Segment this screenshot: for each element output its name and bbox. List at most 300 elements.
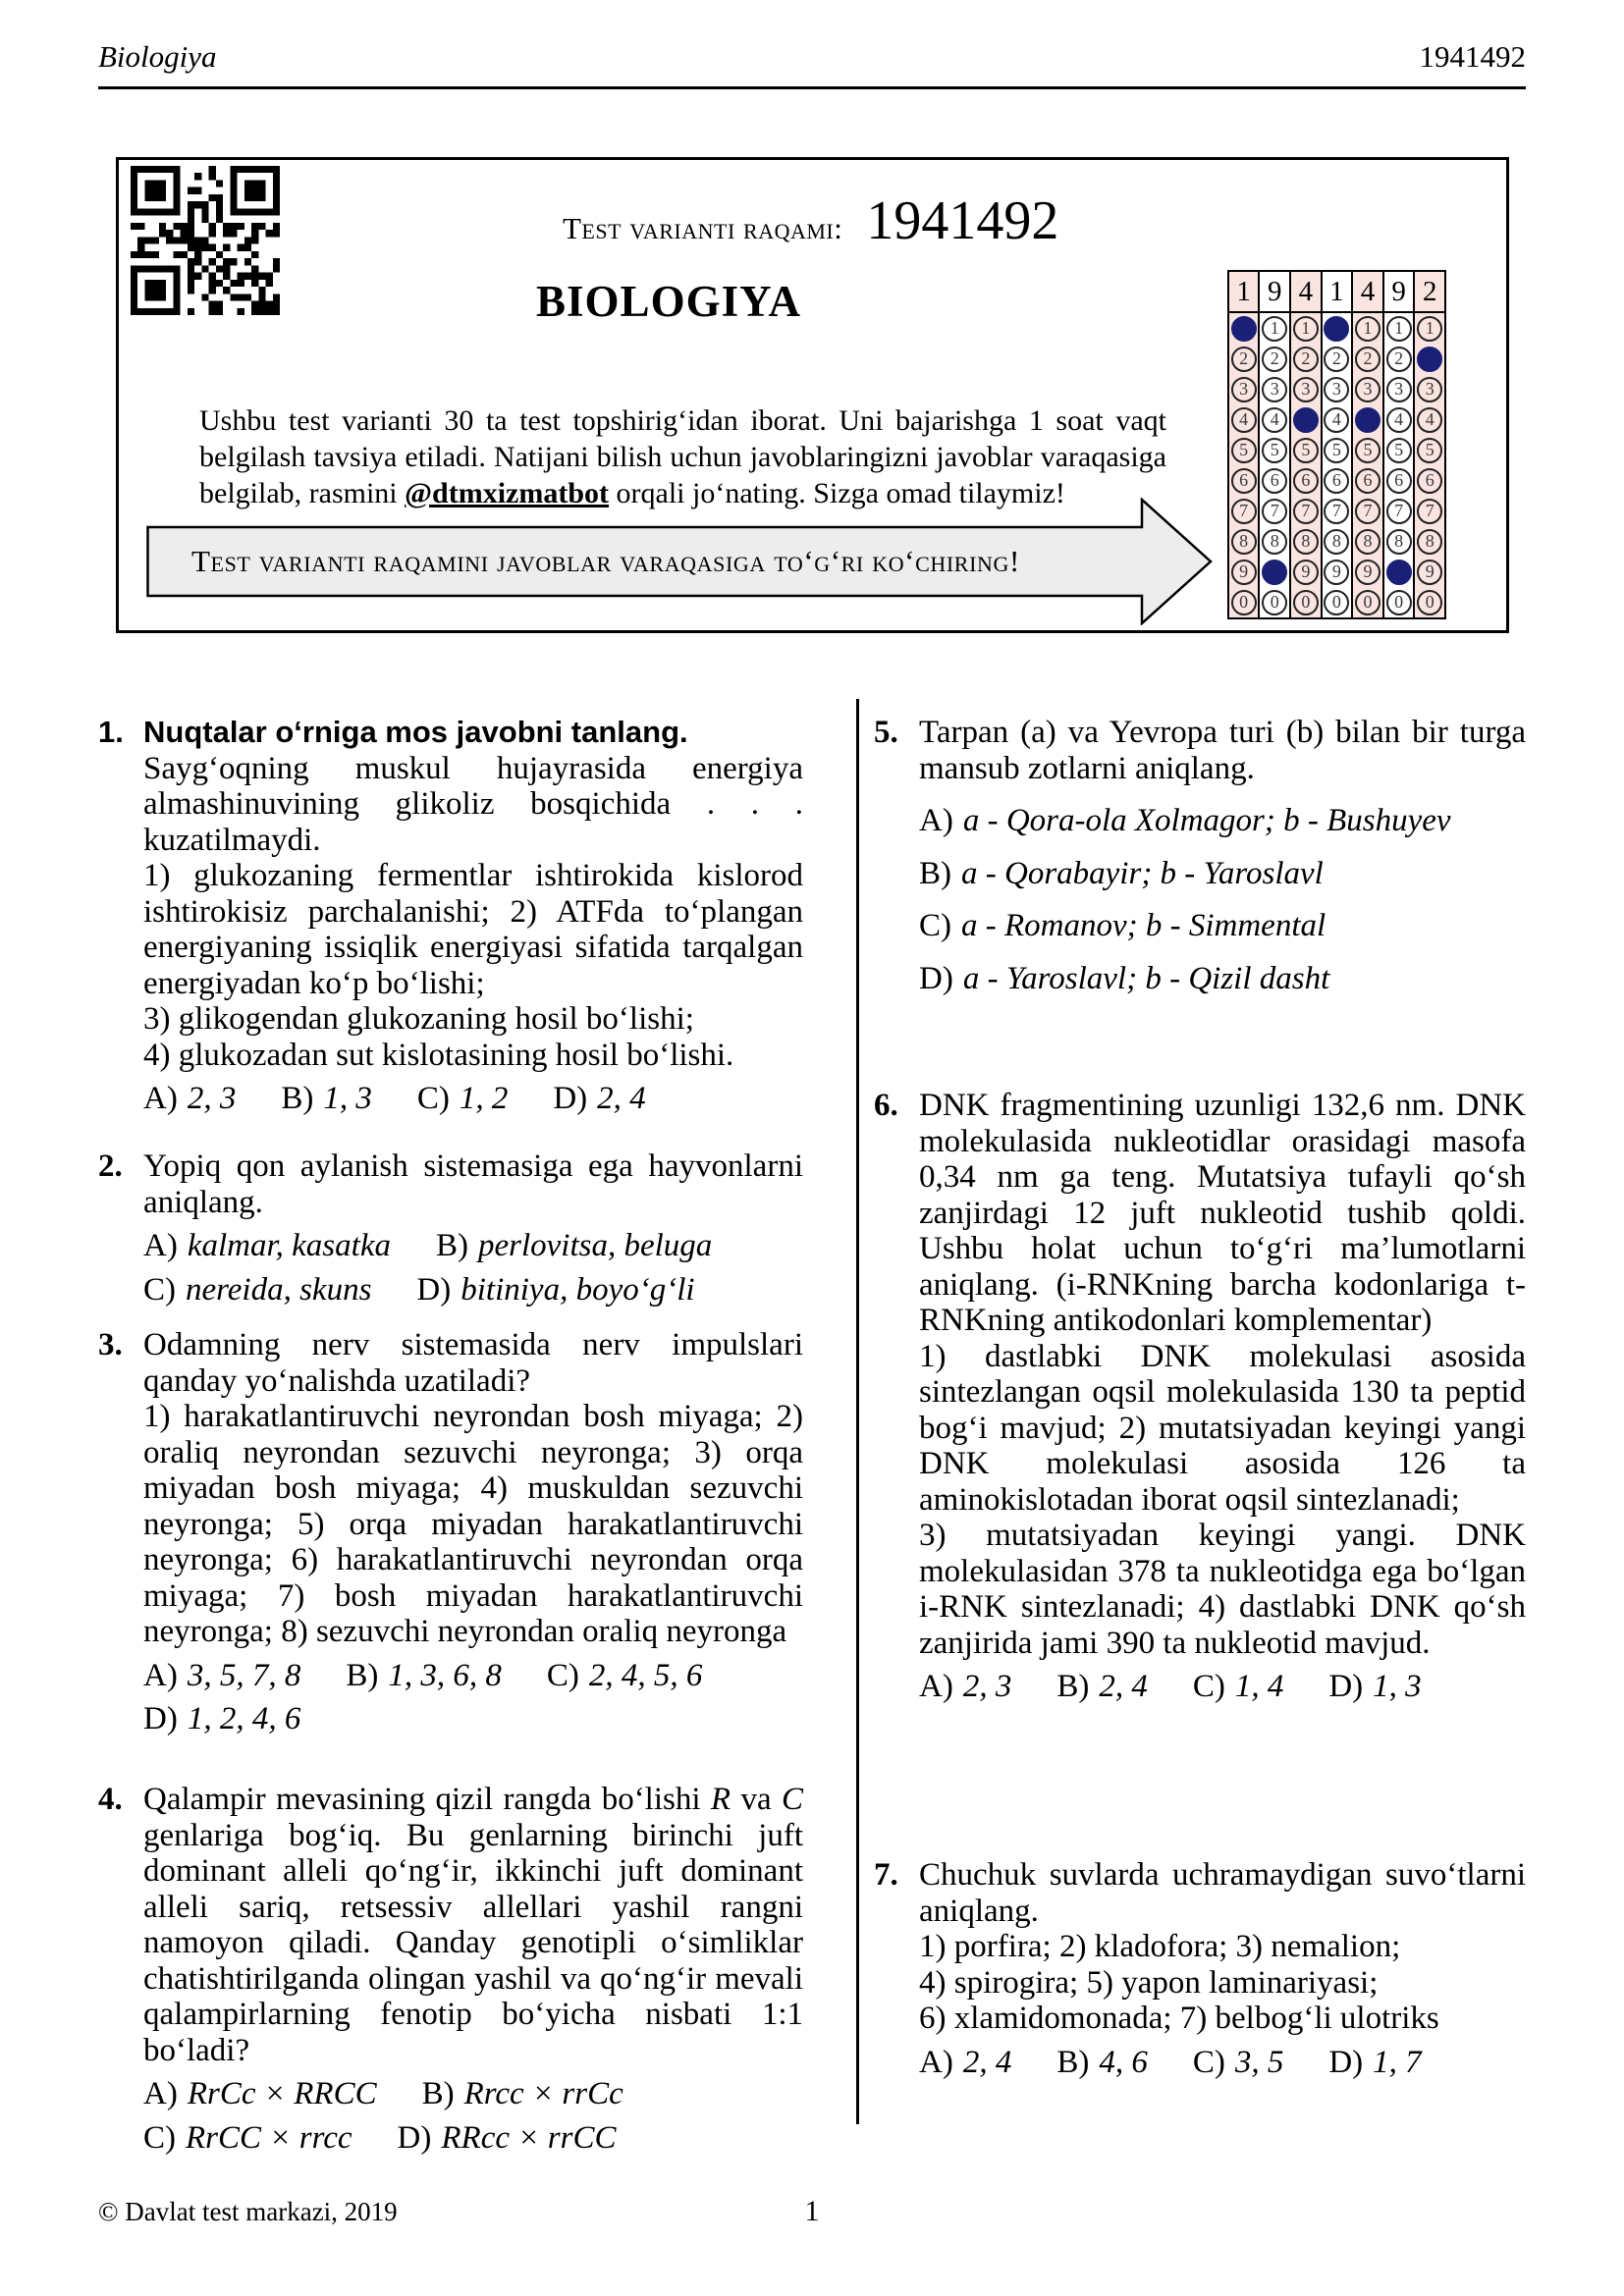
option-label: A) (143, 1657, 178, 1693)
bubble-empty: 5 (1386, 438, 1412, 463)
option-B (1056, 1669, 1148, 1705)
option-value: 2, 4 (1099, 1669, 1148, 1704)
grid-cell (1415, 465, 1444, 496)
bubble-empty: 0 (1293, 590, 1319, 615)
option-B (422, 2076, 623, 2112)
gene-symbol: R (710, 1782, 731, 1817)
options-row (143, 1228, 803, 1264)
variant-label: Test varianti raqami: (563, 211, 843, 245)
option-value: perlovitsa, beluga (477, 1228, 713, 1263)
header-rule (98, 86, 1526, 89)
bubble-empty: 9 (1231, 560, 1257, 585)
option-value: nereida, skuns (186, 1271, 372, 1308)
question-6 (874, 1088, 1526, 1705)
grid-column-2 (1260, 272, 1291, 617)
option-value: Rrcc × rrCc (463, 2076, 623, 2111)
bubble-empty: 8 (1262, 529, 1287, 555)
grid-cell (1260, 374, 1289, 404)
bubble-empty: 4 (1231, 407, 1257, 433)
option-value: 1, 7 (1373, 2044, 1422, 2080)
bubble-empty: 6 (1231, 468, 1257, 494)
option-A (143, 1228, 391, 1264)
question-5 (874, 715, 1526, 996)
grid-cell (1415, 435, 1444, 465)
option-B (1056, 2045, 1148, 2081)
question-paragraph: DNK fragmentining uzunligi 132,6 nm. DNK molekulasida nukleotidlar orasidagi masofa 0,34 nm ga teng. Mutatsiya tufayli qo‘sh zanjirdagi 12 juft nukleotid tushib qoldi. Ushbu holat uchun to‘g‘ri ma’lumotlarni aniqlang. (i-RNKning barcha kodonlariga t-RNKning antikodonlari komplementar) (919, 1088, 1526, 1338)
option-label: D) (553, 1081, 588, 1116)
question-paragraph: 3) mutatsiyadan keyingi yangi. DNK molekulasidan 378 ta nukleotidga ega bo‘lgan i-RNK sintezlanadi; 4) dastlabki DNK qo‘sh zanjirida jami 390 ta nukleotid mavjud. (919, 1518, 1526, 1661)
bubble-empty: 5 (1324, 438, 1349, 463)
option-label: B) (1056, 1669, 1090, 1704)
option-C (919, 908, 1326, 944)
questions-column-left (98, 687, 803, 2189)
option-A (143, 1081, 236, 1117)
option-A (143, 1658, 300, 1694)
grid-cell (1384, 557, 1414, 587)
grid-cell (1260, 587, 1289, 617)
question-1 (98, 715, 803, 1117)
grid-cell (1291, 587, 1321, 617)
question-body (143, 1327, 803, 1737)
option-label: A) (919, 1669, 953, 1704)
grid-column-1 (1229, 272, 1261, 617)
page-header-variant: 1941492 (1419, 39, 1526, 74)
option-D (1328, 1669, 1421, 1705)
grid-cell (1229, 404, 1259, 435)
bubble-filled (1355, 407, 1380, 433)
arrow-banner (146, 498, 1213, 625)
bubble-empty: 8 (1355, 529, 1380, 555)
option-D (143, 1701, 300, 1737)
grid-cell (1384, 587, 1414, 617)
question-paragraph: 3) glikogendan glukozaning hosil bo‘lishi; (143, 1001, 694, 1037)
option-value: a - Yaroslavl; b - Qizil dasht (962, 960, 1330, 996)
question-number: 3. (98, 1327, 123, 1362)
bubble-empty: 2 (1293, 347, 1319, 372)
option-value: 2, 3 (962, 1669, 1012, 1704)
grid-cell (1384, 496, 1414, 526)
question-number: 6. (874, 1088, 898, 1123)
option-D (919, 961, 1329, 997)
option-label: C) (546, 1657, 579, 1693)
grid-cell (1353, 557, 1382, 587)
grid-cell (1260, 557, 1289, 587)
bubble-empty: 6 (1324, 468, 1349, 494)
option-D (398, 2120, 617, 2157)
grid-column-7 (1415, 272, 1444, 617)
question-number: 5. (874, 715, 898, 750)
option-value: 1, 3, 6, 8 (388, 1657, 502, 1693)
option-A (919, 2045, 1011, 2081)
question-text: Qalampir mevasining qizil rangda bo‘lishi (143, 1782, 711, 1817)
question-2 (98, 1148, 803, 1308)
bubble-empty: 0 (1262, 590, 1287, 615)
grid-cell (1260, 344, 1289, 374)
question-paragraph: 1) glukozaning fermentlar ishtirokida kislorod ishtirokisiz parchalanishi; 2) ATFda to‘plangan energiyaning issiqlik energiyasi sifatida tarqalgan energiyadan ko‘p bo‘lishi; (143, 858, 803, 1001)
bubble-empty: 4 (1386, 407, 1412, 433)
option-label: D) (143, 1701, 178, 1736)
bubble-empty: 2 (1355, 347, 1380, 372)
option-value: RrCc × RRCC (187, 2076, 377, 2111)
option-label: D) (919, 960, 953, 996)
option-label: C) (143, 2119, 176, 2156)
bubble-empty: 7 (1417, 499, 1442, 524)
question-body (143, 715, 803, 1117)
bubble-empty: 0 (1324, 590, 1349, 615)
grid-header-digit: 9 (1260, 272, 1289, 313)
instructions-paragraph (199, 402, 1166, 511)
grid-cell (1415, 557, 1444, 587)
option-label: A) (143, 1228, 178, 1263)
grid-header-digit: 9 (1384, 272, 1414, 313)
grid-cell (1415, 404, 1444, 435)
option-label: C) (919, 908, 951, 943)
subject-title: BIOLOGIYA (536, 277, 801, 326)
grid-cell (1260, 404, 1289, 435)
option-D (553, 1081, 645, 1117)
option-A (919, 803, 1451, 839)
bubble-empty: 9 (1417, 560, 1442, 585)
question-text: va (731, 1782, 782, 1817)
bubble-empty: 7 (1293, 499, 1319, 524)
bubble-empty: 9 (1293, 560, 1319, 585)
bubble-empty: 8 (1417, 529, 1442, 555)
grid-column-6 (1384, 272, 1416, 617)
options-row (919, 961, 1526, 997)
option-label: D) (397, 2119, 432, 2156)
option-label: B) (346, 1657, 379, 1693)
bubble-empty: 7 (1231, 499, 1257, 524)
question-paragraph: Tarpan (a) va Yevropa turi (b) bilan bir turga mansub zotlarni aniqlang. (919, 715, 1526, 786)
option-label: C) (1192, 1669, 1225, 1704)
questions-area (0, 687, 1624, 2189)
grid-cell (1384, 313, 1414, 344)
grid-cell (1323, 313, 1352, 344)
info-box (116, 157, 1509, 633)
footer-copyright: © Davlat test markazi, 2019 (98, 2197, 398, 2226)
option-value: 1, 2 (459, 1081, 509, 1116)
option-label: D) (1328, 2044, 1364, 2080)
grid-cell (1353, 374, 1382, 404)
bubble-empty: 5 (1293, 438, 1319, 463)
option-label: D) (416, 1271, 452, 1308)
option-label: A) (143, 1081, 178, 1116)
bubble-empty: 1 (1262, 316, 1287, 342)
question-paragraph: 6) xlamidomonada; 7) belbog‘li ulotriks (919, 2001, 1439, 2036)
option-label: B) (435, 1228, 468, 1263)
variant-line (563, 189, 1058, 252)
option-label: B) (919, 855, 951, 891)
option-label: B) (281, 1081, 314, 1116)
grid-cell (1291, 526, 1321, 557)
grid-cell (1323, 557, 1352, 587)
option-value: 3, 5, 7, 8 (187, 1657, 301, 1693)
option-label: C) (143, 1271, 176, 1308)
gene-symbol: C (781, 1782, 803, 1817)
option-value: kalmar, kasatka (187, 1228, 391, 1263)
options-row (143, 1658, 803, 1694)
bubble-empty: 3 (1262, 377, 1287, 402)
grid-cell (1353, 465, 1382, 496)
grid-cell (1353, 496, 1382, 526)
grid-cell (1291, 557, 1321, 587)
bubble-empty: 3 (1324, 377, 1349, 402)
option-C (1193, 2045, 1284, 2081)
option-label: D) (1328, 1669, 1364, 1704)
grid-cell (1353, 313, 1382, 344)
bubble-empty: 3 (1293, 377, 1319, 402)
grid-cell (1229, 374, 1259, 404)
questions-column-right (874, 687, 1526, 2189)
bubble-empty: 3 (1231, 377, 1257, 402)
grid-cell (1229, 465, 1259, 496)
question-paragraph: 1) porfira; 2) kladofora; 3) nemalion; (919, 1929, 1401, 1964)
bubble-filled (1417, 347, 1442, 372)
option-C (1193, 1669, 1284, 1705)
grid-cell (1229, 435, 1259, 465)
bubble-empty: 7 (1262, 499, 1287, 524)
grid-cell (1323, 465, 1352, 496)
grid-cell (1260, 313, 1289, 344)
grid-cell (1229, 344, 1259, 374)
question-text: genlariga bog‘iq. Bu genlarning birinchi juft dominant alleli qo‘ng‘ir, ikkinchi juft dominant alleli sariq, retsessiv allellari yashil rangni namoyon qiladi. Qanday genotipli o‘simliklar chatishtirilganda olingan yashil va qo‘ng‘ir mevali qalampirlarning fenotip bo‘yicha nisbati 1:1 bo‘ladi? (143, 1817, 803, 2068)
grid-cell (1384, 404, 1414, 435)
grid-cell (1323, 435, 1352, 465)
bubble-filled (1386, 560, 1412, 585)
question-3 (98, 1327, 803, 1737)
bubble-empty: 3 (1355, 377, 1380, 402)
answer-grid (1227, 270, 1446, 619)
footer-page-number: 1 (804, 2195, 820, 2227)
option-B (436, 1228, 712, 1264)
question-paragraph: 4) glukozadan sut kislotasining hosil bo‘lishi. (143, 1037, 734, 1073)
grid-cell (1291, 374, 1321, 404)
options-row (143, 2120, 803, 2157)
question-body (919, 1088, 1526, 1705)
option-value: a - Romanov; b - Simmental (961, 908, 1326, 943)
grid-cell (1323, 374, 1352, 404)
option-label: A) (919, 2044, 953, 2080)
bubble-empty: 5 (1231, 438, 1257, 463)
grid-cell (1229, 313, 1259, 344)
question-paragraph: Yopiq qon aylanish sistemasiga ega hayvonlarni aniqlang. (143, 1148, 803, 1220)
bubble-empty: 2 (1324, 347, 1349, 372)
bubble-empty: 6 (1386, 468, 1412, 494)
grid-cell (1415, 374, 1444, 404)
grid-cell (1229, 526, 1259, 557)
question-paragraph: Odamning nerv sistemasida nerv impulslari qanday yo‘nalishda uzatiladi? (143, 1327, 803, 1399)
grid-cell (1415, 526, 1444, 557)
bubble-empty: 6 (1293, 468, 1319, 494)
options-row (143, 2076, 803, 2112)
grid-header-digit: 1 (1229, 272, 1259, 313)
bubble-empty: 0 (1386, 590, 1412, 615)
column-divider (856, 699, 859, 2124)
bubble-empty: 8 (1386, 529, 1412, 555)
grid-cell (1260, 526, 1289, 557)
bubble-empty: 2 (1386, 347, 1412, 372)
option-D (416, 1272, 694, 1308)
option-C (417, 1081, 509, 1117)
grid-cell (1291, 465, 1321, 496)
option-C (143, 2120, 352, 2157)
options-row (143, 1272, 803, 1308)
question-body (143, 1148, 803, 1308)
options-row (919, 803, 1526, 839)
option-label: C) (416, 1081, 450, 1116)
bubble-empty: 4 (1417, 407, 1442, 433)
grid-cell (1384, 435, 1414, 465)
grid-cell (1260, 435, 1289, 465)
grid-column-5 (1353, 272, 1384, 617)
bubble-empty: 7 (1386, 499, 1412, 524)
bubble-empty: 0 (1417, 590, 1442, 615)
grid-cell (1353, 404, 1382, 435)
option-A (919, 1669, 1011, 1705)
option-label: A) (919, 803, 953, 838)
grid-cell (1384, 526, 1414, 557)
options-row (919, 1669, 1526, 1705)
grid-header-digit: 4 (1353, 272, 1382, 313)
option-value: 2, 4, 5, 6 (588, 1657, 703, 1693)
question-number: 2. (98, 1148, 123, 1184)
bubble-filled (1293, 407, 1319, 433)
bubble-empty: 4 (1324, 407, 1349, 433)
options-row (143, 1701, 803, 1737)
question-number: 7. (874, 1857, 898, 1893)
bubble-empty: 7 (1324, 499, 1349, 524)
instructions-text-after: orqali jo‘nating. Sizga omad tilaymiz! (609, 477, 1065, 509)
grid-cell (1291, 496, 1321, 526)
grid-header-digit: 2 (1415, 272, 1444, 313)
option-value: 2, 3 (187, 1081, 237, 1116)
option-value: bitiniya, boyo‘g‘li (460, 1271, 695, 1308)
grid-cell (1353, 344, 1382, 374)
grid-cell (1291, 313, 1321, 344)
option-C (143, 1272, 371, 1308)
question-paragraph: 1) harakatlantiruvchi neyrondan bosh miyaga; 2) oraliq neyrondan sezuvchi neyronga; 3) orqa miyadan bosh miyaga; 4) muskuldan sezuvchi neyronga; 5) orqa miyadan harakatlantiruvchi neyronga; 6) harakatlantiruvchi neyrondan orqa miyaga; 7) bosh miyadan harakatlantiruvchi neyronga; 8) sezuvchi neyrondan oraliq neyronga (143, 1399, 803, 1649)
grid-cell (1353, 526, 1382, 557)
option-value: 4, 6 (1099, 2044, 1148, 2080)
grid-cell (1229, 587, 1259, 617)
bubble-empty: 8 (1324, 529, 1349, 555)
instructions-text: Ushbu test varianti 30 ta test topshirig‘idan iborat. Uni bajarishga 1 soat vaqt belgilash tavsiya etiladi. Natijani bilish uchun javoblaringizni javoblar varaqasiga belgilab, rasmini (199, 404, 1166, 509)
grid-cell (1415, 496, 1444, 526)
bubble-empty: 5 (1262, 438, 1287, 463)
option-value: a - Qorabayir; b - Yaroslavl (961, 855, 1324, 891)
bubble-empty: 9 (1324, 560, 1349, 585)
option-value: RRcc × rrCC (441, 2119, 617, 2156)
question-7 (874, 1857, 1526, 2080)
arrow-banner-text: Test varianti raqamini javoblar varaqasiga to‘g‘ri ko‘chiring! (191, 544, 1020, 578)
grid-cell (1353, 587, 1382, 617)
grid-cell (1291, 435, 1321, 465)
question-body (143, 1782, 803, 2156)
option-value: 3, 5 (1234, 2044, 1284, 2080)
bubble-filled (1231, 316, 1257, 342)
bubble-empty: 2 (1231, 347, 1257, 372)
bubble-empty: 0 (1355, 590, 1380, 615)
grid-cell (1323, 404, 1352, 435)
bubble-empty: 9 (1355, 560, 1380, 585)
bubble-empty: 6 (1417, 468, 1442, 494)
grid-cell (1260, 496, 1289, 526)
grid-cell (1415, 587, 1444, 617)
question-body (919, 715, 1526, 996)
bubble-filled (1262, 560, 1287, 585)
option-value: 1, 3 (1373, 1669, 1422, 1704)
option-D (1328, 2045, 1421, 2081)
option-label: B) (1056, 2044, 1090, 2080)
telegram-bot-handle: @dtmxizmatbot (405, 477, 610, 509)
grid-cell (1291, 344, 1321, 374)
question-paragraph: Sayg‘oqning muskul hujayrasida energiya almashinuvining glikoliz bosqichida . . . kuzatilmaydi. (143, 750, 803, 858)
grid-header-digit: 4 (1291, 272, 1321, 313)
bubble-empty: 3 (1417, 377, 1442, 402)
grid-cell (1415, 344, 1444, 374)
options-row (143, 1081, 803, 1117)
bubble-empty: 4 (1262, 407, 1287, 433)
option-value: 1, 2, 4, 6 (187, 1701, 301, 1736)
grid-cell (1384, 374, 1414, 404)
bubble-empty: 1 (1293, 316, 1319, 342)
bubble-empty: 1 (1386, 316, 1412, 342)
bubble-empty: 1 (1355, 316, 1380, 342)
bubble-empty: 8 (1293, 529, 1319, 555)
grid-header-digit: 1 (1323, 272, 1352, 313)
option-label: B) (421, 2076, 455, 2111)
options-row (919, 856, 1526, 892)
option-value: RrCC × rrcc (186, 2119, 352, 2156)
grid-cell (1229, 557, 1259, 587)
option-B (346, 1658, 502, 1694)
bubble-empty: 1 (1417, 316, 1442, 342)
grid-column-4 (1323, 272, 1354, 617)
bubble-filled (1324, 316, 1349, 342)
grid-cell (1415, 313, 1444, 344)
grid-cell (1229, 496, 1259, 526)
question-body (919, 1857, 1526, 2080)
option-value: 2, 4 (597, 1081, 646, 1116)
bubble-empty: 7 (1355, 499, 1380, 524)
option-label: A) (143, 2076, 178, 2111)
option-value: 1, 4 (1234, 1669, 1284, 1704)
page-header-subject: Biologiya (98, 39, 217, 74)
grid-cell (1323, 526, 1352, 557)
bubble-empty: 3 (1386, 377, 1412, 402)
bubble-empty: 8 (1231, 529, 1257, 555)
question-number: 4. (98, 1782, 123, 1817)
option-A (143, 2076, 377, 2112)
bubble-empty: 6 (1262, 468, 1287, 494)
question-4 (98, 1782, 803, 2156)
question-stem: Nuqtalar o‘rniga mos javobni tanlang. (143, 715, 688, 749)
bubble-empty: 0 (1231, 590, 1257, 615)
grid-cell (1384, 465, 1414, 496)
option-value: 2, 4 (962, 2044, 1012, 2080)
bubble-empty: 5 (1417, 438, 1442, 463)
option-label: C) (1192, 2044, 1225, 2080)
option-B (281, 1081, 372, 1117)
option-value: a - Qora-ola Xolmagor; b - Bushuyev (962, 803, 1451, 838)
grid-cell (1291, 404, 1321, 435)
bubble-empty: 5 (1355, 438, 1380, 463)
grid-cell (1323, 587, 1352, 617)
bubble-empty: 2 (1262, 347, 1287, 372)
question-paragraph: Chuchuk suvlarda uchramaydigan suvo‘tlarni aniqlang. (919, 1857, 1526, 1929)
grid-cell (1384, 344, 1414, 374)
question-paragraph (143, 1782, 803, 2068)
